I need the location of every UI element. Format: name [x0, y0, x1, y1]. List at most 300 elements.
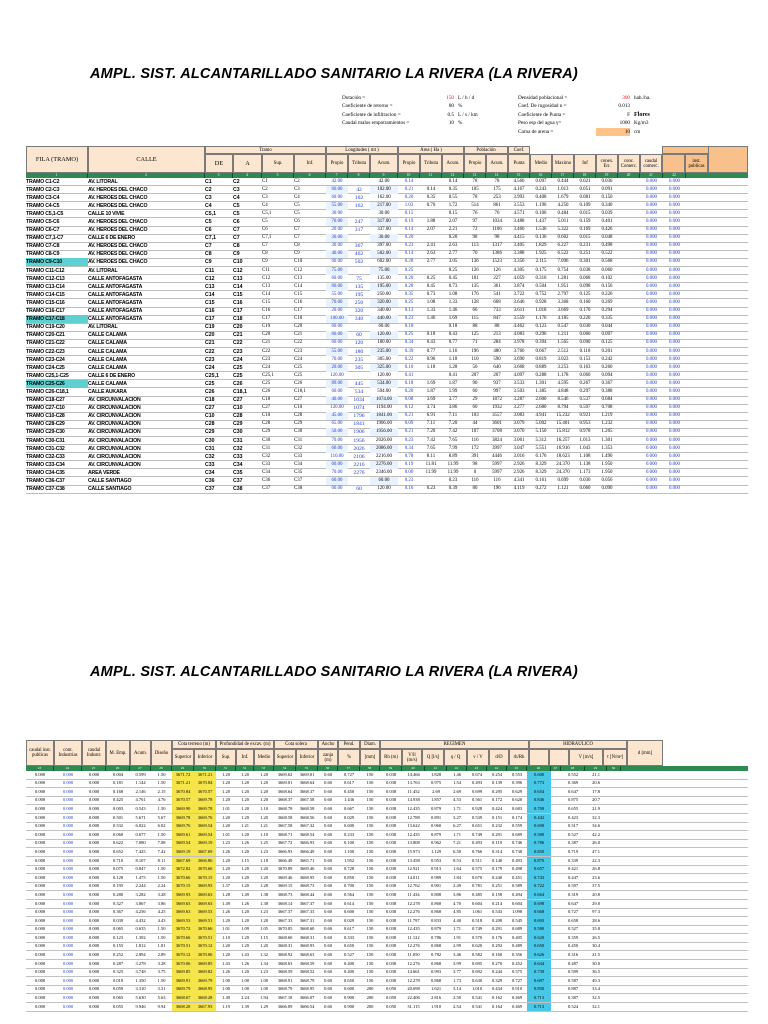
table-cell: TRAMO C16-C17 — [26, 308, 65, 315]
table-cell: 18.623 — [556, 453, 570, 459]
table-cell: 42 — [356, 186, 362, 193]
table-cell: 0.19 — [404, 219, 414, 225]
table-cell: 0.879 — [430, 831, 442, 837]
table-cell: 3669.78 — [172, 814, 194, 822]
table-cell: 0.000 — [34, 934, 46, 940]
table-cell: 3671.72 — [172, 771, 194, 779]
parameter-label: Coeficiente de Punta = — [518, 111, 566, 118]
table-cell: 0.000 — [645, 469, 657, 475]
table-cell: 0.620 — [511, 797, 523, 803]
table-cell: C35 — [294, 469, 303, 475]
table-cell: 0.617 — [343, 926, 355, 932]
table-cell: 12.276 — [407, 960, 420, 966]
table-cell: C3 — [233, 186, 240, 193]
table-cell: C18 — [262, 397, 271, 403]
table-cell: 0.400 — [343, 969, 355, 975]
table-cell: 0.34 — [404, 340, 414, 346]
table-cell: 0.23 — [448, 478, 458, 484]
table-cell: 76 — [494, 210, 500, 216]
table-cell: 0.038 — [385, 780, 397, 786]
table-cell: 0.000 — [668, 413, 680, 419]
table-cell: TRAMO C31-C32 — [26, 445, 65, 452]
table-cell: 0.150 — [601, 194, 613, 200]
table-cell: 0.000 — [645, 413, 657, 419]
table-cell: 1.196 — [535, 202, 547, 208]
table-cell: 0.749 — [471, 831, 483, 837]
table-cell: C15 — [294, 291, 303, 297]
table-cell: 0.176 — [491, 934, 503, 940]
table-cell: 1.098 — [511, 909, 523, 915]
table-cell: 1.34 — [260, 960, 268, 966]
table-cell: 3670.51 — [194, 934, 216, 942]
table-cell: 0.749 — [471, 926, 483, 932]
table-cell: 12.435 — [407, 805, 420, 811]
table-cell: 1.50 — [157, 874, 166, 880]
table-cell: 60.00 — [326, 445, 348, 453]
table-cell: 4.432 — [135, 917, 146, 923]
table-cell: 126 — [471, 267, 479, 273]
table-cell: 1.385 — [535, 388, 547, 394]
table-cell: 5.671 — [135, 814, 146, 820]
table-cell: 55.00 — [326, 348, 348, 356]
table-cell: 0.151 — [491, 814, 503, 820]
table-cell: 60.00 — [331, 275, 343, 281]
table-cell: 5997 — [492, 469, 502, 475]
table-cell: 0.060 — [579, 332, 591, 338]
table-cell: 0.18 — [448, 324, 458, 330]
table-cell: 5997 — [492, 461, 502, 467]
table-cell: 3669.54 — [194, 822, 216, 830]
table-cell: 8.107 — [135, 857, 146, 863]
parameter-value: 0.013 — [618, 103, 630, 110]
table-cell: 0.910 — [511, 986, 523, 992]
table-cell: 135 — [354, 283, 364, 290]
table-cell: 1956 — [353, 437, 365, 444]
table-cell: 8.11 — [426, 453, 436, 459]
table-cell: C5 — [294, 202, 300, 208]
header-maximo: Maximo — [552, 154, 574, 173]
table-cell: 0.18 — [404, 380, 414, 386]
table-cell: 1.49 — [222, 995, 230, 1001]
table-cell: 2.63 — [448, 243, 458, 249]
table-cell: 0.45 — [426, 283, 436, 289]
table-cell: 1.33 — [448, 299, 458, 305]
table-cell: 47.1 — [592, 848, 600, 854]
table-cell: 0.43 — [448, 332, 458, 338]
table-cell: 0.868 — [430, 977, 442, 983]
table-cell: 0.296 — [535, 332, 547, 338]
table-cell: 3668.37 — [277, 797, 293, 803]
table-cell: 0.553 — [511, 771, 523, 777]
header-punta: Punta — [508, 154, 530, 173]
parameter-unit: Flores — [634, 111, 650, 118]
table-cell: 0.163 — [579, 364, 591, 370]
table-cell: 3668.91 — [277, 977, 293, 983]
table-cell: 150 — [366, 874, 374, 880]
table-cell: 0.537 — [579, 397, 591, 403]
table-cell: C7 — [294, 235, 300, 241]
parameter-row — [518, 102, 650, 110]
table-cell: 1.23 — [260, 909, 268, 915]
table-cell: 60.00 — [370, 477, 398, 485]
table-cell: 1.43 — [222, 960, 230, 966]
table-cell: 0.19 — [404, 461, 414, 467]
table-cell: 3.874 — [513, 283, 525, 289]
column-number: 42 — [447, 766, 467, 771]
table-cell: 0.000 — [668, 235, 680, 241]
table-cell: C12 — [205, 275, 215, 282]
column-number: 9 — [370, 173, 398, 178]
table-cell: 3669.76 — [194, 814, 216, 822]
table-cell: 1.20 — [222, 952, 230, 958]
table-cell: 3668.58 — [299, 805, 315, 811]
table-cell: 1.46 — [426, 316, 436, 322]
table-cell: 213 — [493, 332, 501, 338]
table-cell: 1.061 — [471, 909, 483, 915]
table-cell: 235 — [354, 356, 364, 363]
table-cell: C28 — [233, 413, 243, 420]
table-cell: C5,1 — [205, 210, 216, 217]
table-cell: C7 — [205, 243, 212, 250]
table-cell: 55.00 — [326, 202, 348, 210]
table-cell: 0.781 — [471, 883, 483, 889]
table-cell: 0.000 — [88, 780, 100, 786]
parameter-value: F — [627, 111, 630, 118]
column-number: 24 — [54, 766, 82, 771]
column-number: 48 — [561, 766, 585, 771]
table-cell: 320.00 — [370, 299, 398, 307]
table-cell: AV. CIRCUNVALACION — [88, 405, 141, 412]
table-cell: 12.278 — [407, 977, 420, 983]
table-cell: 1.536 — [535, 227, 547, 233]
table-cell: 1386 — [492, 251, 502, 257]
table-cell: 2.894 — [135, 952, 146, 958]
table-cell: 3.079 — [513, 421, 525, 427]
table-cell: 0.670 — [471, 874, 483, 880]
table-cell: AV. LITORAL — [88, 178, 118, 185]
table-cell: 217.00 — [370, 202, 398, 210]
table-cell: 0.568 — [601, 259, 613, 265]
table-cell: 1317 — [492, 243, 502, 249]
table-cell: 1.20 — [241, 934, 249, 940]
table-cell: 0.08 — [404, 397, 414, 403]
table-cell: 0.038 — [385, 909, 397, 915]
table-cell: 0.60 — [324, 995, 332, 1001]
table-cell: 3667.69 — [194, 848, 216, 856]
table-cell: 1.73 — [453, 977, 461, 983]
table-cell: 7.080 — [135, 840, 146, 846]
table-cell: C4 — [233, 194, 240, 201]
table-cell: 391 — [471, 453, 479, 459]
table-cell: 3.46 — [453, 952, 461, 958]
table-cell: C38 — [294, 486, 303, 492]
table-cell: 70.00 — [326, 218, 348, 226]
table-cell: 1194.00 — [376, 405, 392, 411]
table-cell: 1523 — [492, 259, 502, 265]
table-cell: 3.083 — [513, 413, 525, 419]
table-cell: 0.60 — [324, 952, 332, 958]
table-cell: C32 — [294, 445, 303, 451]
table-cell: 4.167 — [513, 186, 525, 192]
table-cell: 1.69 — [426, 380, 436, 386]
table-cell: 0.14 — [404, 178, 414, 184]
table-cell: 0.000 — [34, 960, 46, 966]
table-cell: 0.09 — [404, 421, 414, 427]
table-cell: 0.038 — [385, 883, 397, 889]
table-cell: 317 — [354, 227, 364, 234]
parameter-unit: Kg/m3 — [634, 120, 649, 127]
table-cell: 4.848 — [557, 388, 569, 394]
table-cell: 0.699 — [471, 788, 483, 794]
table-cell: 0.518 — [471, 917, 483, 923]
column-number: 28 — [151, 766, 172, 771]
table-cell: 0.333 — [343, 934, 355, 940]
table-cell: 200 — [366, 1003, 374, 1009]
table-cell: TRAMO C34-C35 — [26, 469, 65, 476]
table-cell: 3.023 — [557, 356, 569, 362]
column-number: 15 — [508, 173, 530, 178]
table-cell: 0.038 — [385, 866, 397, 872]
table-cell: 1.20 — [241, 831, 249, 837]
table-cell: C25,1 — [262, 372, 274, 378]
table-cell: 0.000 — [645, 397, 657, 403]
table-cell: 1.20 — [260, 797, 268, 803]
table-cell: 0.000 — [645, 308, 657, 314]
table-cell: 1.08 — [426, 299, 436, 305]
table-cell: 2346.00 — [376, 469, 392, 475]
table-cell: 0.582 — [471, 952, 483, 958]
table-cell: 0.000 — [62, 909, 74, 915]
table-cell: C35 — [233, 469, 243, 476]
table-cell: 3667.69 — [172, 857, 194, 865]
table-cell: 0.000 — [668, 429, 680, 435]
table-cell: 0.60 — [324, 831, 332, 837]
table-cell: 4.097 — [513, 372, 525, 378]
table-cell: 66 — [472, 308, 478, 314]
table-cell: 8.546 — [557, 397, 569, 403]
table-cell: 0.452 — [511, 960, 523, 966]
table-cell: 3666.93 — [299, 840, 315, 846]
table-cell: 0.626 — [527, 951, 551, 959]
table-cell: TRAMO C19-C20 — [26, 324, 65, 331]
table-cell: C36 — [262, 478, 271, 484]
table-cell: 3668.78 — [277, 805, 293, 811]
table-cell: 9.946 — [135, 1003, 146, 1009]
table-cell: 0.244 — [491, 969, 503, 975]
table-cell: 1.20 — [222, 780, 230, 786]
column-number: 3 — [205, 173, 233, 178]
table-cell: 1796 — [353, 413, 365, 420]
table-cell: 2.50 — [453, 995, 461, 1001]
table-cell: 0.319 — [567, 891, 579, 897]
table-cell: 0.102 — [601, 275, 613, 281]
table-cell: 135.00 — [377, 275, 391, 281]
table-cell: 3.77 — [453, 969, 461, 975]
table-cell: 0.545 — [511, 917, 523, 923]
table-cell: 1.013 — [579, 437, 591, 443]
table-cell: 3668.54 — [299, 831, 315, 837]
table-cell: 0.000 — [645, 316, 657, 322]
table-cell: 0.091 — [601, 186, 613, 192]
table-cell: 1.38 — [260, 891, 268, 897]
table-cell: 1.565 — [557, 340, 569, 346]
table-cell: 103 — [471, 413, 479, 419]
table-cell: 150 — [366, 900, 374, 906]
table-cell: AV. HEROES DEL CHACO — [88, 202, 148, 209]
table-cell: 12.435 — [407, 926, 420, 932]
table-cell: 3670.12 — [194, 942, 216, 950]
table-cell: 4.462 — [513, 324, 525, 330]
table-cell: 0.000 — [34, 977, 46, 983]
table-cell: C30 — [262, 437, 271, 443]
table-cell: 0.700 — [343, 883, 355, 889]
table-cell: TRAMO C3-C4 — [26, 194, 60, 201]
table-cell: 0.153 — [579, 356, 591, 362]
table-cell: 17.8 — [592, 788, 600, 794]
table-cell: 0.018 — [112, 977, 124, 983]
table-cell: 534.00 — [370, 380, 398, 388]
header-hidraulico: HIDRAULICO — [529, 740, 627, 749]
table-cell: 20.6 — [592, 780, 600, 786]
table-cell: C25 — [205, 380, 215, 387]
table-cell: 0.000 — [34, 831, 46, 837]
table-cell: 0.22 — [404, 356, 414, 362]
table-cell: 0.928 — [535, 299, 547, 305]
table-cell: C16 — [233, 299, 243, 306]
table-cell: 0.18 — [404, 324, 414, 330]
table-cell: 3.253 — [557, 364, 569, 370]
table-cell: 24.370 — [556, 461, 570, 467]
table-cell: 0.493 — [471, 840, 483, 846]
table-cell: TRAMO C27-C10 — [26, 405, 65, 412]
table-cell: 0.000 — [88, 952, 100, 958]
table-cell: 1.829 — [535, 243, 547, 249]
table-cell: 3666.07 — [299, 995, 315, 1001]
table-cell: 30.4 — [592, 943, 600, 949]
table-cell: 0.000 — [62, 917, 74, 923]
table-cell: 0.868 — [430, 943, 442, 949]
table-cell: 0.000 — [645, 194, 657, 200]
table-cell: 45.00 — [326, 412, 348, 420]
table-cell: 0.450 — [567, 943, 579, 949]
table-cell: 1.20 — [260, 943, 268, 949]
table-cell: 11.122 — [407, 934, 420, 940]
parameter-value: 150 — [446, 95, 454, 101]
table-cell: 0.599 — [135, 771, 146, 777]
table-cell: 1.173 — [579, 469, 591, 475]
table-cell: 3669.82 — [194, 968, 216, 976]
table-cell: 0.73 — [448, 283, 458, 289]
table-cell: 0.000 — [62, 926, 74, 932]
table-cell: 0.517 — [567, 823, 579, 829]
table-cell: 668 — [493, 299, 501, 305]
table-cell: 3601 — [492, 421, 502, 427]
table-cell: 0.426 — [601, 227, 613, 233]
parameter-row — [342, 94, 478, 102]
table-cell: 128 — [471, 299, 479, 305]
table-cell: 7.21 — [453, 840, 461, 846]
table-cell: 26.5 — [592, 934, 600, 940]
table-cell: 0.030 — [579, 478, 591, 484]
header-profundidad: Profundidad de excav. (m) — [216, 740, 274, 749]
table-cell: 2216 — [353, 461, 365, 468]
table-cell: C6 — [233, 219, 240, 226]
table-cell: 50 — [472, 364, 478, 370]
table-cell: 1.46 — [448, 308, 458, 314]
table-cell: 0.000 — [88, 995, 100, 1001]
table-cell: CALLE SANTIAGO — [88, 478, 132, 485]
table-cell: 7.11 — [448, 413, 458, 419]
table-cell: 1.23 — [222, 840, 230, 846]
table-cell: 0.270 — [491, 960, 503, 966]
table-cell: 7.65 — [448, 437, 458, 443]
table-cell: 55.00 — [331, 291, 343, 297]
table-cell: CALLE 6 DE ENERO — [88, 235, 135, 242]
table-cell: C7,1 — [262, 235, 272, 241]
table-cell: 75.00 — [370, 267, 398, 275]
header-inf-caudal: Inf — [574, 154, 596, 173]
table-cell: 150 — [366, 943, 374, 949]
table-cell: 0.175 — [535, 267, 547, 273]
table-cell: 176 — [471, 291, 479, 297]
table-cell: 60.00 — [326, 283, 348, 291]
table-cell: 76 — [472, 210, 478, 216]
table-cell: 1.50 — [157, 934, 166, 940]
table-cell: 1.09 — [241, 926, 249, 932]
header-peach-end — [708, 146, 748, 173]
table-cell: 0.39 — [448, 486, 458, 492]
table-cell: 8.329 — [535, 461, 547, 467]
table-cell: 0.60 — [324, 900, 332, 906]
header-rh: Rh (m) — [380, 749, 402, 766]
table-cell: 0.870 — [527, 857, 551, 865]
table-cell: 0.23 — [426, 486, 436, 492]
parameter-label: Caudal malos empotramientos = — [342, 120, 410, 127]
table-cell: 3.69 — [426, 397, 436, 403]
table-cell: 0.139 — [491, 780, 503, 786]
table-cell: 0.140 — [491, 857, 503, 863]
table-cell: 0.242 — [601, 356, 613, 362]
table-cell: 0.251 — [491, 883, 503, 889]
table-cell: TRAMO C17-C18 — [26, 315, 88, 323]
table-cell: 640 — [493, 364, 501, 370]
table-cell: 1034 — [492, 219, 502, 225]
table-cell: TRAMO C25,1-C25 — [26, 372, 69, 379]
table-cell: 0.000 — [645, 429, 657, 435]
table-cell: 2086.00 — [370, 445, 398, 453]
table-cell: AV. HEROES DEL CHACO — [88, 243, 148, 250]
parameter-value: 1000 — [619, 120, 630, 127]
table-cell: 0.000 — [668, 469, 680, 475]
table-cell: 0.000 — [645, 340, 657, 346]
table-cell: 60.00 — [331, 324, 343, 330]
table-cell: 1.490 — [601, 453, 613, 459]
table-cell: 0.000 — [62, 874, 74, 880]
table-cell: 70.00 — [331, 437, 343, 443]
table-cell: 110.00 — [330, 453, 344, 459]
table-cell: 110 — [471, 356, 479, 362]
table-cell: 11.99 — [447, 461, 459, 467]
table-cell: 1.26 — [222, 909, 230, 915]
table-cell: 3667.18 — [277, 995, 293, 1001]
table-cell: C29 — [233, 421, 243, 428]
table-cell: 1.20 — [222, 866, 230, 872]
table-cell: AV. CIRCUNVALACION — [88, 421, 141, 428]
table-cell: 98 — [472, 461, 478, 467]
table-cell: 162 — [354, 202, 364, 209]
table-cell: 3670.84 — [172, 788, 194, 796]
table-cell: 2.77 — [448, 251, 458, 257]
